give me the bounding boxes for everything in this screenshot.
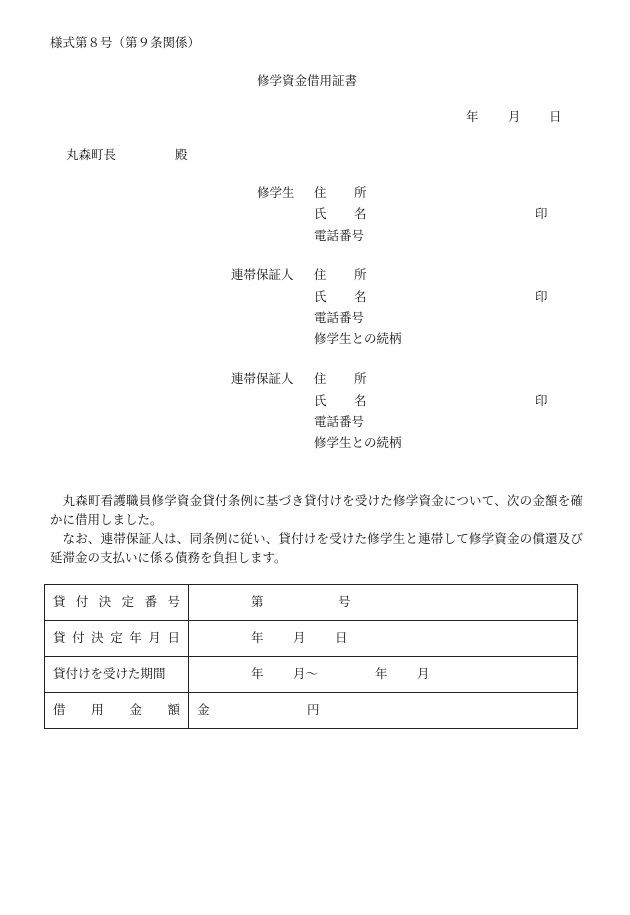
guarantor-2-name-label-2: 名 bbox=[354, 393, 367, 408]
table-row bbox=[45, 585, 578, 621]
row-label-char: 額 bbox=[167, 702, 180, 718]
student-address-label-2: 所 bbox=[354, 185, 367, 200]
table-value-cell bbox=[189, 585, 578, 621]
row-label-char: 貸 bbox=[53, 630, 66, 646]
table-label-cell bbox=[45, 585, 189, 621]
addressee-honorific: 殿 bbox=[175, 147, 188, 162]
loan-details-table bbox=[44, 584, 578, 729]
row-label-char: 号 bbox=[167, 594, 180, 610]
row-label-char: 決 bbox=[98, 594, 112, 610]
table-label-cell bbox=[45, 621, 189, 657]
loan-number-prefix: 第 bbox=[251, 594, 264, 609]
row-label-char: 年 bbox=[129, 630, 142, 646]
guarantor-2-seal: 印 bbox=[535, 393, 548, 408]
student-role: 修学生 bbox=[257, 185, 295, 200]
row-label-char: 定 bbox=[110, 630, 123, 646]
row-label-char: 付 bbox=[72, 630, 85, 646]
guarantor-2-phone-label: 電話番号 bbox=[314, 414, 365, 429]
guarantor-1-address-label-1: 住 bbox=[314, 267, 327, 282]
guarantor-1-seal: 印 bbox=[535, 289, 548, 304]
date-month: 月 bbox=[508, 109, 521, 124]
table-value-cell bbox=[189, 621, 578, 657]
student-address-label-1: 住 bbox=[314, 185, 327, 200]
guarantor-2-relation-label: 修学生との続柄 bbox=[314, 435, 402, 450]
row-label-char: 金 bbox=[129, 702, 142, 718]
row-label-char: 貸 bbox=[53, 594, 66, 610]
addressee-name: 丸森町長 bbox=[66, 147, 117, 162]
loan-number-suffix: 号 bbox=[338, 594, 351, 609]
period-start-month: 月～ bbox=[293, 666, 319, 681]
guarantor-2-role: 連帯保証人 bbox=[231, 371, 294, 386]
table-row bbox=[45, 693, 578, 729]
guarantor-1-role: 連帯保証人 bbox=[231, 267, 294, 282]
table-value-cell bbox=[189, 693, 578, 729]
amount-prefix: 金 bbox=[197, 702, 210, 717]
form-number: 様式第８号（第９条関係） bbox=[50, 35, 201, 50]
date-year: 年 bbox=[466, 109, 479, 124]
row-label-char: 月 bbox=[148, 630, 161, 646]
guarantor-1-name-label-1: 氏 bbox=[314, 289, 327, 304]
student-phone-label: 電話番号 bbox=[314, 228, 365, 243]
guarantor-1-phone-label: 電話番号 bbox=[314, 310, 365, 325]
date-day: 日 bbox=[549, 109, 562, 124]
period-end-month: 月 bbox=[417, 666, 430, 681]
body-paragraph-2: なお、連帯保証人は、同条例に従い、貸付けを受けた修学生と連帯して修学資金の償還及び延滞金の支払いに係る債務を負担します。 bbox=[50, 531, 583, 565]
guarantor-1-name-label-2: 名 bbox=[354, 289, 367, 304]
row-label-char: 付 bbox=[75, 594, 89, 610]
student-name-label-2: 名 bbox=[354, 206, 367, 221]
student-seal: 印 bbox=[535, 206, 548, 221]
guarantor-1-relation-label: 修学生との続柄 bbox=[314, 331, 402, 346]
row-label-char: 借 bbox=[53, 702, 66, 718]
table-label-cell bbox=[45, 657, 189, 693]
row-label-char: 用 bbox=[91, 702, 104, 718]
table-row bbox=[45, 621, 578, 657]
document-title: 修学資金借用証書 bbox=[257, 73, 358, 88]
student-name-label-1: 氏 bbox=[314, 206, 327, 221]
guarantor-2-name-label-1: 氏 bbox=[314, 393, 327, 408]
decision-date-month: 月 bbox=[293, 630, 306, 645]
row-label-char: 日 bbox=[167, 630, 180, 646]
row-label-char: 番 bbox=[144, 594, 158, 610]
row-label-char: 定 bbox=[121, 594, 135, 610]
decision-date-day: 日 bbox=[335, 630, 348, 645]
period-end-year: 年 bbox=[375, 666, 388, 681]
guarantor-2-address-label-2: 所 bbox=[354, 371, 367, 386]
decision-date-year: 年 bbox=[251, 630, 264, 645]
row-label-char: 決 bbox=[91, 630, 104, 646]
amount-unit: 円 bbox=[307, 702, 320, 717]
body-paragraph-1: 丸森町看護職員修学資金貸付条例に基づき貸付けを受けた修学資金について、次の金額を確かに借用しました。 bbox=[50, 493, 583, 527]
guarantor-2-address-label-1: 住 bbox=[314, 371, 327, 386]
table-row bbox=[45, 657, 578, 693]
row-label-text: 貸付けを受けた期間 bbox=[53, 666, 166, 682]
period-start-year: 年 bbox=[251, 666, 264, 681]
guarantor-1-address-label-2: 所 bbox=[354, 267, 367, 282]
table-value-cell bbox=[189, 657, 578, 693]
table-label-cell bbox=[45, 693, 189, 729]
